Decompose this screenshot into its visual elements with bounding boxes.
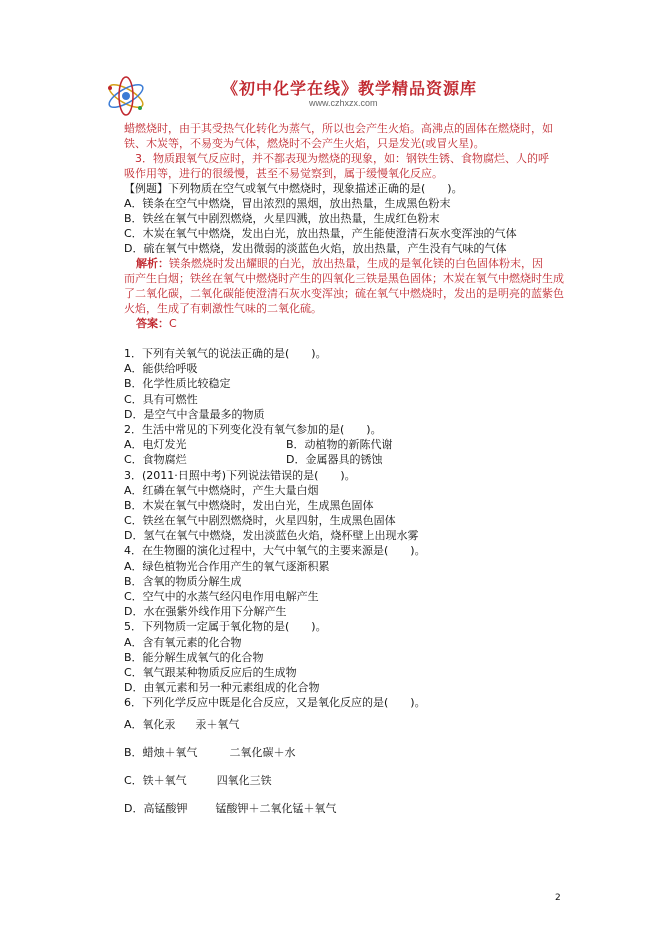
question-line: 4．在生物圈的演化过程中，大气中氧气的主要来源是( )。 [124, 544, 426, 558]
intro-line: 铁、木炭等，不易变为气体，燃烧时不会产生火焰，只是发光(或冒火星)。 [124, 137, 485, 150]
question-line: C．氧气跟某种物质反应后的生成物 [124, 665, 297, 679]
atom-logo-icon [104, 74, 148, 118]
question-option-row: A．电灯发光 B．动植物的新陈代谢 [124, 438, 393, 452]
question-line: C．具有可燃性 [124, 392, 198, 406]
q6-option-d: D．高锰酸钾 锰酸钾＋二氧化锰＋氧气 [124, 802, 337, 815]
questions-section [124, 346, 554, 711]
question-line: 1．下列有关氧气的说法正确的是( )。 [124, 347, 327, 360]
answer-value: C [169, 317, 177, 330]
question-option-row: C．食物腐烂 D．金属器具的锈蚀 [124, 453, 383, 467]
question-line: B．能分解生成氧气的化合物 [124, 650, 264, 664]
page-number: 2 [555, 893, 561, 903]
question-line: 6．下列化学反应中既是化合反应，又是氧化反应的是( )。 [124, 696, 426, 710]
q6-option-b: B．蜡烛＋氧气 二氧化碳＋水 [124, 746, 296, 759]
question-line: A．红磷在氧气中燃烧时，产生大量白烟 [124, 483, 319, 497]
question-line: B．化学性质比较稳定 [124, 377, 231, 391]
q6-option-a: A．氧化汞 汞＋氧气 [124, 718, 240, 731]
intro-text [124, 121, 564, 181]
question-line: D．水在强紫外线作用下分解产生 [124, 605, 287, 619]
question-line: A．含有氧元素的化合物 [124, 635, 242, 649]
intro-line: 3．物质跟氧气反应时，并不都表现为燃烧的现象，如：钢铁生锈、食物腐烂、人的呼 [124, 152, 549, 165]
question-line: 5．下列物质一定属于氧化物的是( )。 [124, 620, 327, 634]
header-url: www.czhxzx.com [309, 98, 378, 108]
question-line: D．是空气中含量最多的物质 [124, 407, 265, 421]
question-line: D．由氧元素和另一种元素组成的化合物 [124, 681, 320, 695]
answer-label: 答案： [136, 317, 169, 330]
example-option: A．镁条在空气中燃烧，冒出浓烈的黑烟，放出热量，生成黑色粉末 [124, 197, 451, 210]
analysis-label: 解析： [136, 257, 169, 270]
example-stem: 【例题】下列物质在空气或氧气中燃烧时，现象描述正确的是( )。 [124, 182, 463, 195]
example-option: D．硫在氧气中燃烧，发出微弱的淡蓝色火焰，放出热量，产生没有气味的气体 [124, 242, 507, 255]
analysis-line: 而产生白烟；铁丝在氧气中燃烧时产生的四氧化三铁是黑色固体；木炭在氧气中燃烧时生成 [124, 272, 564, 285]
intro-line: 蜡燃烧时，由于其受热气化转化为蒸气，所以也会产生火焰。高沸点的固体在燃烧时，如 [124, 122, 553, 135]
header-banner [104, 72, 559, 120]
example-option: B．铁丝在氧气中剧烈燃烧，火星四溅，放出热量，生成红色粉末 [124, 212, 440, 225]
analysis-line: 解析：镁条燃烧时发出耀眼的白光，放出热量，生成的是氧化镁的白色固体粉末，因 [136, 257, 543, 270]
analysis-line: 了二氧化碳，二氧化碳能使澄清石灰水变浑浊；硫在氧气中燃烧时，发出的是明亮的蓝紫色 [124, 287, 564, 300]
question-line: 3．(2011·日照中考)下列说法错误的是( )。 [124, 468, 356, 482]
header-title: 《初中化学在线》教学精品资源库 [222, 79, 478, 98]
question-line: A．绿色植物光合作用产生的氧气逐渐积累 [124, 559, 330, 573]
question-line: A．能供给呼吸 [124, 362, 198, 376]
example-section [124, 181, 564, 331]
question-line: B．含氧的物质分解生成 [124, 574, 242, 588]
example-option: C．木炭在氧气中燃烧，发出白光，放出热量，产生能使澄清石灰水变浑浊的气体 [124, 227, 517, 240]
question-line: 2．生活中常见的下列变化没有氧气参加的是( )。 [124, 422, 382, 436]
analysis-line: 火焰，生成了有刺激性气味的二氧化硫。 [124, 302, 322, 315]
intro-line: 吸作用等，进行的很缓慢，甚至不易觉察到，属于缓慢氧化反应。 [124, 167, 443, 180]
question-line: C．空气中的水蒸气经闪电作用电解产生 [124, 590, 319, 603]
answer-line [124, 316, 564, 331]
question-line: B．木炭在氧气中燃烧时，发出白光，生成黑色固体 [124, 498, 374, 512]
question-line: D．氢气在氧气中燃烧，发出淡蓝色火焰，烧杯壁上出现水雾 [124, 529, 419, 543]
q6-option-c: C．铁＋氧气 四氧化三铁 [124, 774, 272, 787]
question-line: C．铁丝在氧气中剧烈燃烧时，火星四射，生成黑色固体 [124, 514, 396, 528]
